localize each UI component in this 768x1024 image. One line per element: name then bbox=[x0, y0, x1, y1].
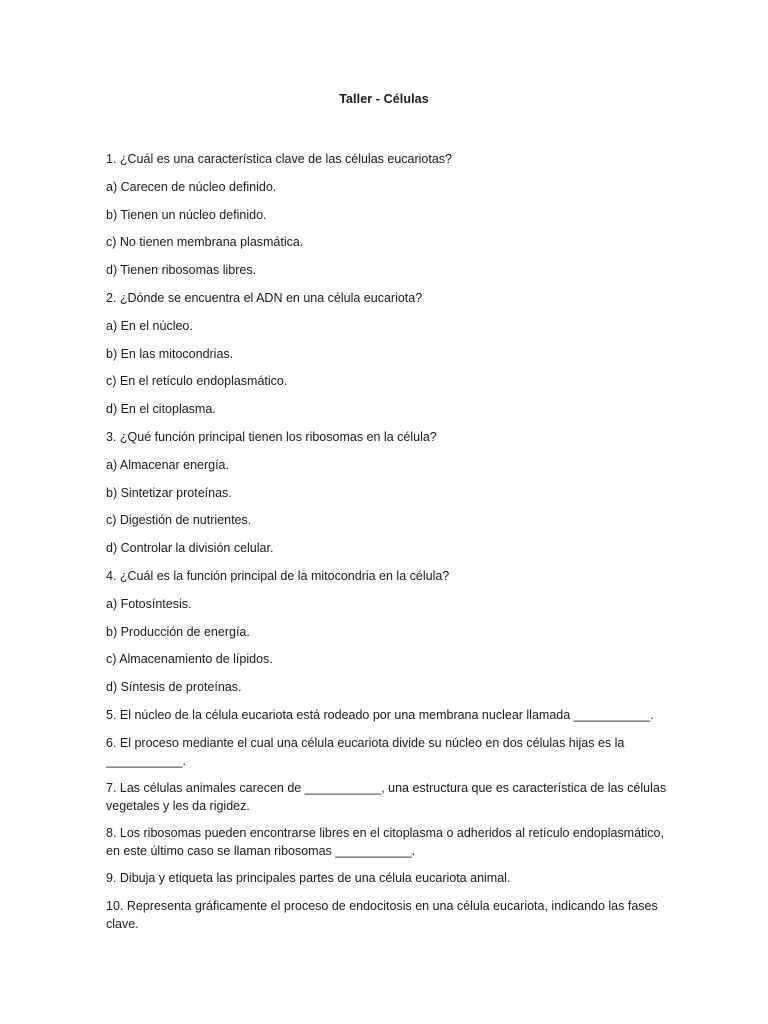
q3-option-c: c) Digestión de nutrientes. bbox=[106, 513, 252, 528]
question-10: 10. Representa gráficamente el proceso de endocitosis en una célula eucariota, indicando las fases clave. bbox=[106, 898, 658, 931]
q1-option-c: c) No tienen membrana plasmática. bbox=[106, 235, 304, 250]
q2-option-c: c) En el retículo endoplasmático. bbox=[106, 374, 288, 389]
question-3: 3. ¿Qué función principal tienen los ribosomas en la célula? bbox=[106, 429, 437, 444]
document-body bbox=[106, 150, 671, 942]
q1-option-b: b) Tienen un núcleo definido. bbox=[106, 207, 267, 222]
question-8: 8. Los ribosomas pueden encontrarse libres en el citoplasma o adheridos al retículo endoplasmático, en este último caso se llaman ribosomas ___________. bbox=[106, 825, 664, 858]
q1-option-a: a) Carecen de núcleo definido. bbox=[106, 179, 277, 194]
question-5: 5. El núcleo de la célula eucariota está rodeado por una membrana nuclear llamada ___________. bbox=[106, 707, 654, 722]
q4-option-d: d) Síntesis de proteínas. bbox=[106, 680, 242, 695]
q3-option-d: d) Controlar la división celular. bbox=[106, 541, 274, 556]
q4-option-c: c) Almacenamiento de lípidos. bbox=[106, 652, 273, 667]
q4-option-b: b) Producción de energía. bbox=[106, 624, 250, 639]
q3-option-a: a) Almacenar energía. bbox=[106, 457, 229, 472]
q1-option-d: d) Tienen ribosomas libres. bbox=[106, 263, 257, 278]
q2-option-b: b) En las mitocondrias. bbox=[106, 346, 234, 361]
q4-option-a: a) Fotosíntesis. bbox=[106, 596, 192, 611]
question-6: 6. El proceso mediante el cual una célula eucariota divide su núcleo en dos células hijas es la ___________. bbox=[106, 735, 625, 768]
q2-option-a: a) En el núcleo. bbox=[106, 318, 193, 333]
q3-option-b: b) Sintetizar proteínas. bbox=[106, 485, 232, 500]
question-9: 9. Dibuja y etiqueta las principales partes de una célula eucariota animal. bbox=[106, 870, 511, 885]
question-7: 7. Las células animales carecen de ___________, una estructura que es característica de las células vegetales y les da rigidez. bbox=[106, 780, 667, 813]
document-title: Taller - Células bbox=[339, 92, 429, 106]
question-1: 1. ¿Cuál es una característica clave de las células eucariotas? bbox=[106, 152, 453, 166]
question-2: 2. ¿Dónde se encuentra el ADN en una célula eucariota? bbox=[106, 290, 423, 305]
q2-option-d: d) En el citoplasma. bbox=[106, 402, 216, 417]
question-4: 4. ¿Cuál es la función principal de la mitocondria en la célula? bbox=[106, 568, 450, 583]
